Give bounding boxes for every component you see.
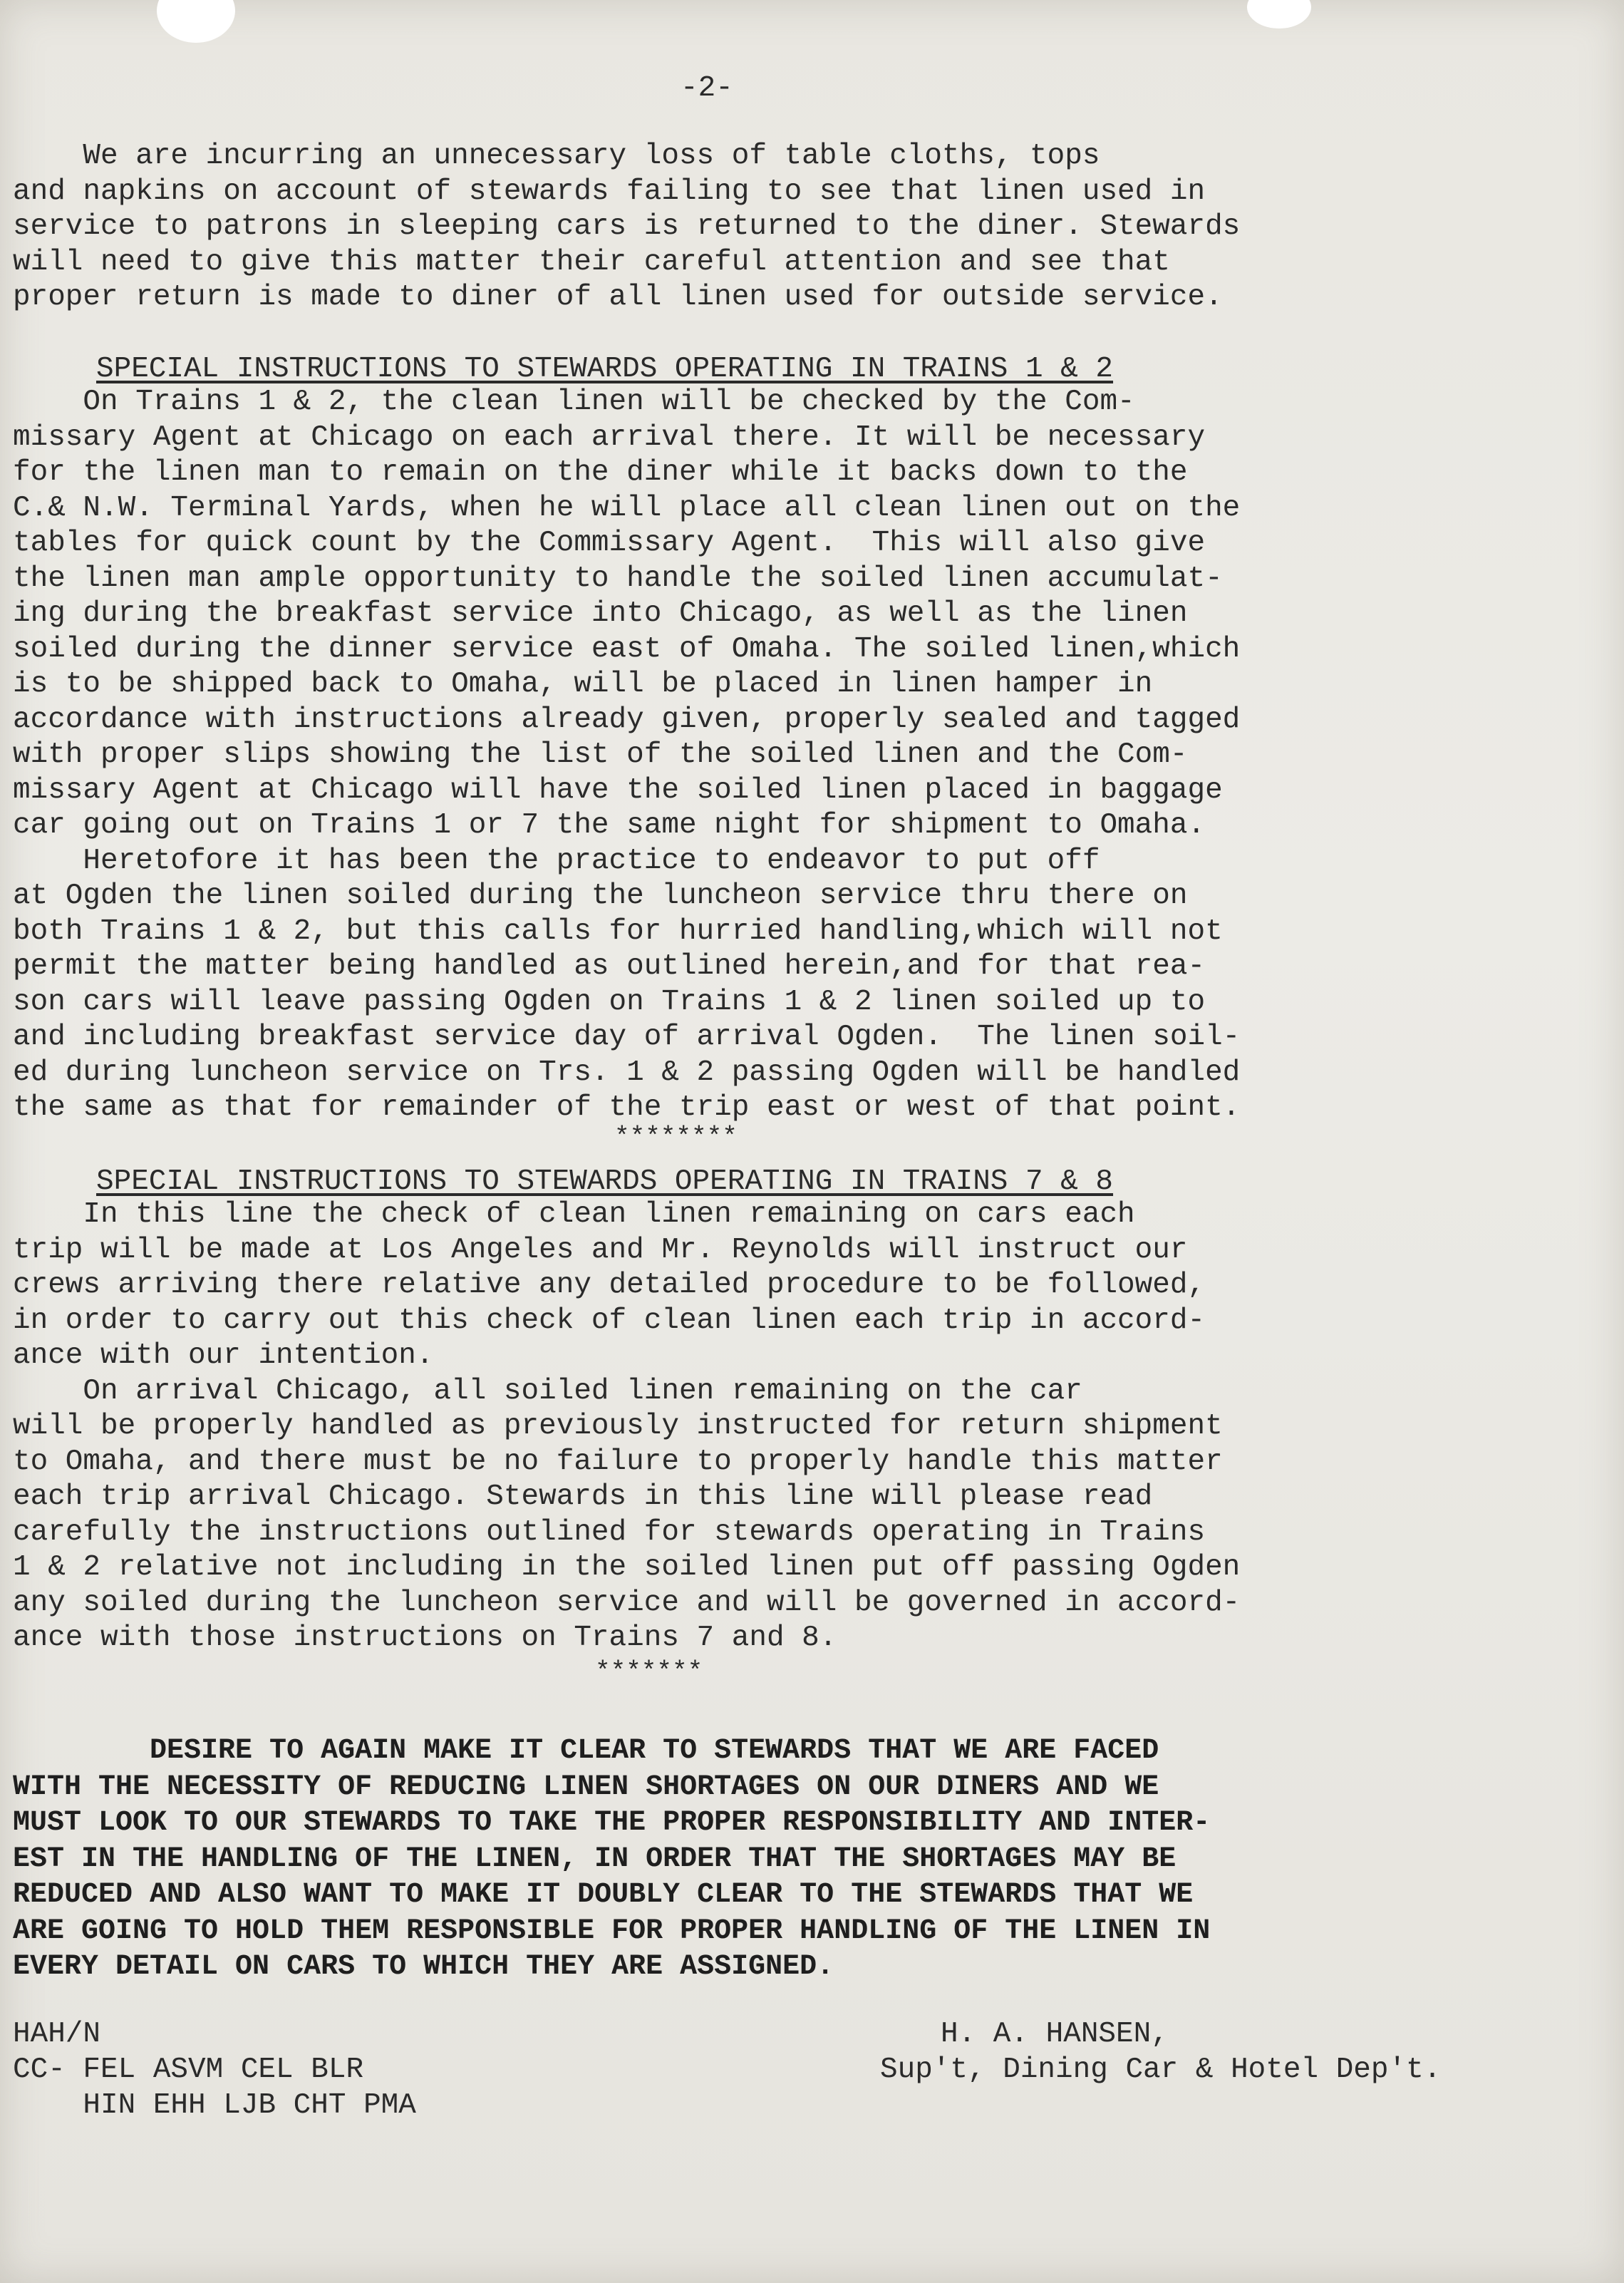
text-line: to Omaha, and there must be no failure to properly handle this matter (13, 1445, 1223, 1478)
text-line: C.& N.W. Terminal Yards, when he will place all clean linen out on the (13, 491, 1241, 525)
text-line: soiled during the dinner service east of Omaha. The soiled linen,which (13, 632, 1241, 666)
text-line: On arrival Chicago, all soiled linen remaining on the car (13, 1374, 1082, 1408)
text-line: at Ogden the linen soiled during the luncheon service thru there on (13, 880, 1188, 912)
text-line: ance with our intention. (13, 1339, 434, 1372)
text-line: ance with those instructions on Trains 7 and 8. (13, 1622, 837, 1654)
text-line: On Trains 1 & 2, the clean linen will be checked by the Com- (13, 386, 1135, 418)
page-number: -2- (681, 72, 733, 105)
text-line: missary Agent at Chicago will have the soiled linen placed in baggage (13, 773, 1223, 807)
text-line: crews arriving there relative any detailed procedure to be followed, (13, 1269, 1206, 1302)
text-line: each trip arrival Chicago. Stewards in this line will please read (13, 1480, 1153, 1513)
page-tear (157, 0, 235, 43)
separator-stars: ******* (595, 1657, 703, 1686)
text-line: service to patrons in sleeping cars is returned to the diner. Stewards (13, 210, 1241, 243)
text-line: DESIRE TO AGAIN MAKE IT CLEAR TO STEWARDS THAT WE ARE FACED (13, 1735, 1159, 1767)
signer-title: Sup't, Dining Car & Hotel Dep't. (880, 2053, 1442, 2086)
text-line: car going out on Trains 1 or 7 the same night for shipment to Omaha. (13, 809, 1206, 842)
text-line: the linen man ample opportunity to handle the soiled linen accumulat- (13, 562, 1223, 595)
text-line: the same as that for remainder of the trip east or west of that point. (13, 1091, 1241, 1124)
text-line: WITH THE NECESSITY OF REDUCING LINEN SHORTAGES ON OUR DINERS AND WE (13, 1771, 1159, 1803)
separator-stars: ******** (614, 1123, 738, 1152)
text-line: EVERY DETAIL ON CARS TO WHICH THEY ARE ASSIGNED. (13, 1951, 834, 1983)
text-line: Heretofore it has been the practice to endeavor to put off (13, 844, 1100, 877)
text-line: tables for quick count by the Commissary Agent. This will also give (13, 527, 1206, 560)
text-line: any soiled during the luncheon service and will be governed in accord- (13, 1586, 1241, 1619)
carbon-copy-line: CC- FEL ASVM CEL BLR (13, 2053, 364, 2086)
section-body-trains-7-8 (13, 1197, 1240, 1656)
text-line: 1 & 2 relative not including in the soiled linen put off passing Ogden (13, 1551, 1241, 1584)
text-line: trip will be made at Los Angeles and Mr. Reynolds will instruct our (13, 1233, 1188, 1267)
text-line: missary Agent at Chicago on each arrival there. It will be necessary (13, 421, 1206, 454)
text-line: in order to carry out this check of clean linen each trip in accord- (13, 1304, 1206, 1337)
text-line: son cars will leave passing Ogden on Trains 1 & 2 linen soiled up to (13, 985, 1206, 1019)
text-line: both Trains 1 & 2, but this calls for hurried handling,which will not (13, 914, 1223, 948)
text-line: for the linen man to remain on the diner while it backs down to the (13, 456, 1188, 489)
text-line: ARE GOING TO HOLD THEM RESPONSIBLE FOR PROPER HANDLING OF THE LINEN IN (13, 1914, 1211, 1947)
text-line: proper return is made to diner of all linen used for outside service. (13, 281, 1223, 314)
emphasis-paragraph (13, 1733, 1210, 1986)
text-line: accordance with instructions already given, properly sealed and tagged (13, 703, 1241, 736)
text-line: In this line the check of clean linen remaining on cars each (13, 1198, 1135, 1231)
text-line: EST IN THE HANDLING OF THE LINEN, IN ORDER THAT THE SHORTAGES MAY BE (13, 1843, 1176, 1875)
text-line: is to be shipped back to Omaha, will be placed in linen hamper in (13, 668, 1153, 701)
text-line: carefully the instructions outlined for stewards operating in Trains (13, 1515, 1206, 1549)
text-line: MUST LOOK TO OUR STEWARDS TO TAKE THE PROPER RESPONSIBILITY AND INTER- (13, 1807, 1211, 1839)
page-tear (1247, 0, 1311, 29)
text-line: and including breakfast service day of arrival Ogden. The linen soil- (13, 1021, 1241, 1053)
section-body-trains-1-2 (13, 385, 1240, 1126)
opening-paragraph (13, 139, 1240, 316)
signer-name: H. A. HANSEN, (941, 2018, 1169, 2051)
text-line: will need to give this matter their careful attention and see that (13, 245, 1170, 279)
section-heading-trains-7-8: SPECIAL INSTRUCTIONS TO STEWARDS OPERATING IN TRAINS 7 & 8 (96, 1165, 1114, 1198)
text-line: and napkins on account of stewards failing to see that linen used in (13, 175, 1206, 208)
typist-initials: HAH/N (13, 2018, 101, 2051)
text-line: ing during the breakfast service into Chicago, as well as the linen (13, 597, 1188, 630)
text-line: permit the matter being handled as outlined herein,and for that rea- (13, 950, 1206, 983)
text-line: with proper slips showing the list of the soiled linen and the Com- (13, 738, 1188, 771)
text-line: We are incurring an unnecessary loss of table cloths, tops (13, 140, 1100, 172)
text-line: will be properly handled as previously instructed for return shipment (13, 1410, 1223, 1443)
carbon-copy-line: HIN EHH LJB CHT PMA (13, 2089, 416, 2122)
section-heading-trains-1-2: SPECIAL INSTRUCTIONS TO STEWARDS OPERATING IN TRAINS 1 & 2 (96, 353, 1114, 386)
text-line: ed during luncheon service on Trs. 1 & 2 passing Ogden will be handled (13, 1056, 1241, 1089)
text-line: REDUCED AND ALSO WANT TO MAKE IT DOUBLY CLEAR TO THE STEWARDS THAT WE (13, 1879, 1194, 1911)
